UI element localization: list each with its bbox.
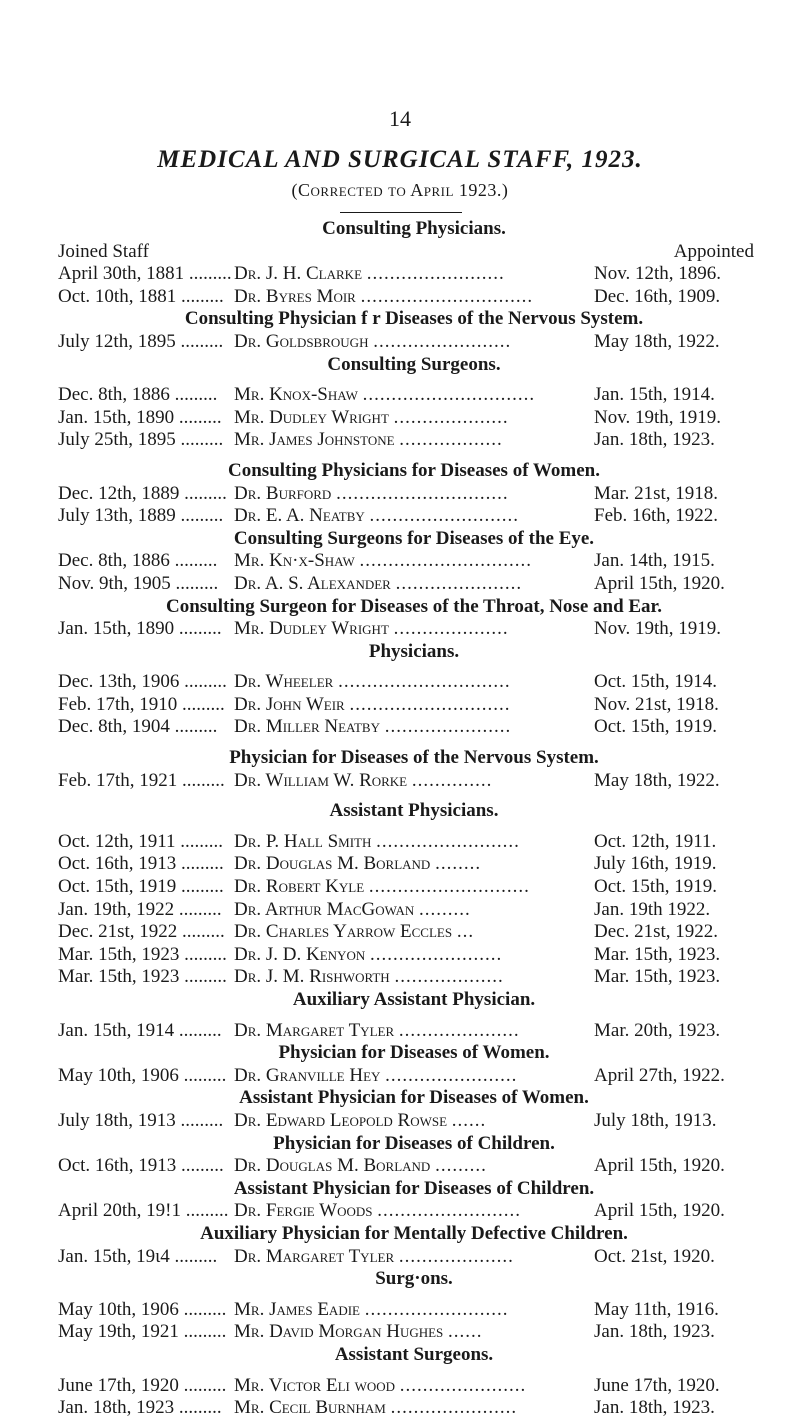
leader-dots: .........	[183, 1374, 227, 1396]
staff-name: Mr. Victor Eli wood	[234, 1374, 396, 1396]
appointed-date: April 15th, 1920.	[594, 1155, 725, 1177]
leader-dots: .........	[185, 1200, 229, 1222]
staff-name: Dr. A. S. Alexander	[234, 572, 391, 594]
joined-date: Jan. 15th, 1914	[58, 1019, 175, 1041]
staff-name: Dr. Douglas M. Borland	[234, 1155, 431, 1177]
staff-row	[58, 1375, 770, 1398]
staff-row	[58, 921, 770, 944]
appointed-date: Nov. 21st, 1918.	[594, 693, 719, 715]
section-heading: Auxiliary Assistant Physician.	[292, 989, 536, 1010]
leader-dots: .........	[183, 1298, 227, 1320]
page-number: 14	[389, 106, 411, 131]
appointed-date: Mar. 15th, 1923.	[594, 966, 721, 988]
appointed-date: Nov. 19th, 1919.	[594, 618, 722, 640]
joined-date: May 10th, 1906	[58, 1298, 179, 1320]
staff-name: Dr. Miller Neatby	[234, 716, 380, 738]
appointed-date: Jan. 19th 1922.	[594, 898, 711, 920]
staff-row	[58, 429, 770, 452]
section-heading: Consulting Physicians for Diseases of Women.	[228, 459, 600, 481]
leader-dots: ......	[451, 1109, 487, 1131]
staff-name: Mr. David Morgan Hughes	[234, 1321, 444, 1343]
leader-dots: .........	[435, 1155, 487, 1177]
staff-name: Dr. Charles Yarrow Eccles	[234, 921, 453, 943]
leader-dots: ........................	[366, 263, 505, 285]
page-title: MEDICAL AND SURGICAL STAFF, 1923.	[157, 146, 643, 173]
joined-date: Oct. 15th, 1919	[58, 876, 177, 898]
joined-date: May 10th, 1906	[58, 1064, 179, 1086]
leader-dots: .........	[184, 943, 227, 965]
leader-dots: .........	[182, 921, 225, 943]
staff-name: Dr. J. H. Clarke	[234, 263, 363, 285]
staff-row	[58, 505, 770, 528]
staff-name: Mr. James Eadie	[234, 1298, 360, 1320]
leader-dots: ........	[435, 853, 482, 875]
leader-dots: .........	[175, 572, 219, 594]
staff-name: Dr. Margaret Tyler	[234, 1019, 395, 1041]
leader-dots: .........	[184, 482, 227, 504]
leader-dots: .........	[174, 550, 218, 572]
joined-staff-header: Joined Staff	[58, 240, 149, 262]
staff-name: Dr. Burford	[234, 482, 332, 504]
staff-row	[58, 1065, 770, 1088]
appointed-date: Nov. 12th, 1896.	[594, 263, 722, 285]
joined-date: Dec. 13th, 1906	[58, 671, 180, 693]
staff-row	[58, 1020, 770, 1043]
leader-dots: .........	[180, 1155, 224, 1177]
staff-list	[58, 218, 770, 1420]
joined-date: Dec. 8th, 1886	[58, 550, 170, 572]
joined-date: Feb. 17th, 1910	[58, 693, 178, 715]
leader-dots: .........	[183, 1064, 227, 1086]
leader-dots: .......................	[369, 943, 503, 965]
leader-dots: .........	[188, 263, 232, 285]
staff-row	[58, 770, 770, 793]
joined-date: Mar. 15th, 1923	[58, 943, 180, 965]
section-heading: Physicians.	[368, 640, 460, 662]
leader-dots: .........	[180, 876, 224, 898]
section-heading: Consulting Physician f r Diseases of the Nervous System.	[184, 308, 644, 330]
appointed-date: Jan. 18th, 1923.	[594, 429, 715, 451]
leader-dots: .........	[174, 1245, 218, 1267]
leader-dots: ..............................	[359, 550, 533, 572]
leader-dots: .........	[180, 285, 224, 307]
appointed-date: Dec. 21st, 1922.	[594, 921, 719, 943]
leader-dots: .........................	[364, 1298, 509, 1320]
title-rule	[340, 212, 462, 213]
staff-name: Dr. P. Hall Smith	[234, 830, 372, 852]
section-heading: Consulting Surgeons for Diseases of the Eye.	[233, 527, 595, 549]
leader-dots: .........	[180, 429, 224, 451]
leader-dots: .....................	[398, 1019, 520, 1041]
leader-dots: .........	[183, 1321, 227, 1343]
appointed-date: Jan. 18th, 1923.	[594, 1321, 715, 1343]
appointed-date: Mar. 20th, 1923.	[594, 1019, 721, 1041]
staff-name: Dr. William W. Rorke	[234, 769, 408, 791]
appointed-date: Oct. 12th, 1911.	[594, 830, 717, 852]
leader-dots: .........	[178, 1019, 222, 1041]
staff-name: Dr. Arthur MacGowan	[234, 898, 415, 920]
joined-date: Oct. 16th, 1913	[58, 853, 177, 875]
appointed-header: Appointed	[673, 240, 754, 262]
leader-dots: .........	[174, 716, 218, 738]
appointed-date: July 18th, 1913.	[594, 1109, 717, 1131]
staff-name: Dr. Granville Hey	[234, 1064, 381, 1086]
staff-row	[58, 286, 770, 309]
section-heading: Consulting Surgeons.	[327, 353, 501, 375]
staff-row	[58, 899, 770, 922]
staff-name: Dr. Edward Leopold Rowse	[234, 1109, 448, 1131]
section-heading: Surg·ons.	[375, 1268, 453, 1290]
section-heading: Assistant Physicians.	[329, 800, 499, 822]
joined-date: Dec. 8th, 1904	[58, 716, 170, 738]
staff-row	[58, 407, 770, 430]
leader-dots: .........	[182, 769, 225, 791]
staff-row	[58, 573, 770, 596]
joined-date: July 13th, 1889	[58, 505, 176, 527]
appointed-date: Oct. 15th, 1919.	[594, 876, 717, 898]
staff-name: Dr. J. D. Kenyon	[234, 943, 366, 965]
appointed-date: May 18th, 1922.	[594, 769, 720, 791]
joined-date: Jan. 19th, 1922	[58, 898, 175, 920]
joined-date: Jan. 15th, 1890	[58, 406, 175, 428]
staff-name: Dr. Fergie Woods	[234, 1200, 373, 1222]
staff-row	[58, 263, 770, 286]
appointed-date: May 11th, 1916.	[594, 1298, 719, 1320]
staff-row	[58, 550, 770, 573]
leader-dots: ..................	[399, 429, 503, 451]
joined-date: Dec. 8th, 1886	[58, 384, 170, 406]
appointed-date: May 18th, 1922.	[594, 330, 720, 352]
staff-row	[58, 1397, 770, 1420]
leader-dots: ..........................	[369, 505, 520, 527]
leader-dots: ............................	[368, 876, 530, 898]
appointed-date: Mar. 15th, 1923.	[594, 943, 721, 965]
leader-dots: .........	[180, 505, 224, 527]
section-heading: Physician for Diseases of Women.	[278, 1042, 550, 1064]
appointed-date: Oct. 21st, 1920.	[594, 1245, 715, 1267]
section-heading: Physician for Diseases of Children.	[273, 1132, 555, 1154]
section-heading: Assistant Physician for Diseases of Women.	[239, 1087, 589, 1109]
leader-dots: .........	[180, 853, 224, 875]
section-heading: Assistant Physician for Diseases of Children.	[233, 1177, 595, 1199]
leader-dots: ..............................	[360, 285, 534, 307]
leader-dots: ......................	[384, 716, 512, 738]
appointed-date: Jan. 18th, 1923.	[594, 1397, 715, 1419]
leader-dots: .........	[178, 618, 222, 640]
leader-dots: ....................	[393, 618, 509, 640]
appointed-date: Mar. 21st, 1918.	[594, 482, 719, 504]
joined-date: June 17th, 1920	[58, 1374, 179, 1396]
leader-dots: .......................	[385, 1064, 518, 1086]
appointed-date: Nov. 19th, 1919.	[594, 406, 722, 428]
leader-dots: .........	[184, 966, 227, 988]
section-heading: Consulting Physicians.	[322, 218, 506, 239]
staff-row	[58, 1200, 770, 1223]
leader-dots: ....................	[398, 1245, 514, 1267]
staff-row	[58, 966, 770, 989]
staff-name: Dr. E. A. Neatby	[234, 505, 365, 527]
joined-date: May 19th, 1921	[58, 1321, 179, 1343]
leader-dots: .........	[178, 1397, 222, 1419]
staff-row	[58, 384, 770, 407]
section-heading: Auxiliary Physician for Mentally Defective Children.	[200, 1222, 628, 1244]
staff-row	[58, 483, 770, 506]
leader-dots: .........	[174, 384, 218, 406]
staff-row	[58, 1321, 770, 1344]
staff-name: Dr. Goldsbrough	[234, 330, 369, 352]
appointed-date: Oct. 15th, 1914.	[594, 671, 717, 693]
joined-date: Mar. 15th, 1923	[58, 966, 180, 988]
joined-date: Oct. 10th, 1881	[58, 285, 177, 307]
column-header-row	[58, 241, 770, 264]
staff-row	[58, 876, 770, 899]
joined-date: April 20th, 19!1	[58, 1200, 181, 1222]
appointed-date: Dec. 16th, 1909.	[594, 285, 721, 307]
leader-dots: .........................	[377, 1200, 521, 1222]
page-subtitle: (Corrected to April 1923.)	[291, 180, 509, 200]
joined-date: July 18th, 1913	[58, 1109, 176, 1131]
staff-row	[58, 694, 770, 717]
leader-dots: ..............................	[336, 482, 509, 504]
staff-row	[58, 853, 770, 876]
staff-row	[58, 1299, 770, 1322]
joined-date: Jan. 15th, 19ι4	[58, 1245, 170, 1267]
staff-name: Mr. Kn·x-Shaw	[234, 550, 355, 572]
leader-dots: .........	[419, 898, 471, 920]
leader-dots: .........	[182, 693, 225, 715]
staff-name: Dr. John Weir	[234, 693, 345, 715]
leader-dots: .........	[178, 898, 222, 920]
staff-row	[58, 944, 770, 967]
staff-row	[58, 716, 770, 739]
appointed-date: July 16th, 1919.	[594, 853, 717, 875]
staff-name: Mr. Knox-Shaw	[234, 384, 358, 406]
staff-row	[58, 1155, 770, 1178]
staff-name: Mr. Dudley Wright	[234, 406, 389, 428]
leader-dots: ......	[448, 1321, 483, 1343]
leader-dots: ............................	[349, 693, 511, 715]
staff-row	[58, 671, 770, 694]
leader-dots: ...................	[394, 966, 504, 988]
leader-dots: .........	[178, 406, 222, 428]
leader-dots: .........	[180, 830, 224, 852]
staff-name: Dr. J. M. Rishworth	[234, 966, 390, 988]
appointed-date: Feb. 16th, 1922.	[594, 505, 719, 527]
staff-name: Dr. Wheeler	[234, 671, 334, 693]
joined-date: July 12th, 1895	[58, 330, 176, 352]
section-heading: Assistant Surgeons.	[334, 1343, 494, 1365]
staff-name: Dr. Robert Kyle	[234, 876, 365, 898]
leader-dots: .........	[180, 330, 224, 352]
joined-date: Jan. 15th, 1890	[58, 618, 175, 640]
appointed-date: Jan. 15th, 1914.	[594, 384, 715, 406]
leader-dots: ......................	[399, 1374, 527, 1396]
joined-date: Dec. 12th, 1889	[58, 482, 180, 504]
leader-dots: .........	[184, 671, 227, 693]
leader-dots: .........	[180, 1109, 224, 1131]
joined-date: Nov. 9th, 1905	[58, 572, 171, 594]
staff-row	[58, 331, 770, 354]
appointed-date: Oct. 15th, 1919.	[594, 716, 717, 738]
staff-name: Mr. Cecil Burnham	[234, 1397, 386, 1419]
joined-date: Feb. 17th, 1921	[58, 769, 178, 791]
appointed-date: June 17th, 1920.	[594, 1374, 720, 1396]
staff-name: Dr. Byres Moir	[234, 285, 356, 307]
staff-row	[58, 618, 770, 641]
staff-row	[58, 1110, 770, 1133]
leader-dots: ......................	[395, 572, 523, 594]
joined-date: July 25th, 1895	[58, 429, 176, 451]
appointed-date: April 27th, 1922.	[594, 1064, 725, 1086]
leader-dots: ....................	[393, 406, 509, 428]
leader-dots: ..............................	[338, 671, 511, 693]
section-heading: Physician for Diseases of the Nervous System.	[229, 747, 599, 769]
staff-name: Mr. James Johnstone	[234, 429, 395, 451]
staff-row	[58, 1246, 770, 1269]
leader-dots: ......................	[390, 1397, 518, 1419]
appointed-date: April 15th, 1920.	[594, 572, 725, 594]
joined-date: Oct. 16th, 1913	[58, 1155, 177, 1177]
staff-row	[58, 831, 770, 854]
joined-date: Oct. 12th, 1911	[58, 830, 176, 852]
leader-dots: ........................	[373, 330, 512, 352]
leader-dots: ..............................	[362, 384, 536, 406]
staff-name: Dr. Margaret Tyler	[234, 1245, 395, 1267]
leader-dots: ...	[456, 921, 475, 943]
appointed-date: Jan. 14th, 1915.	[594, 550, 715, 572]
staff-name: Mr. Dudley Wright	[234, 618, 389, 640]
leader-dots: ..............	[411, 769, 493, 791]
joined-date: Dec. 21st, 1922	[58, 921, 178, 943]
section-heading: Consulting Surgeon for Diseases of the Throat, Nose and Ear.	[166, 595, 662, 617]
appointed-date: April 15th, 1920.	[594, 1200, 725, 1222]
leader-dots: .........................	[376, 830, 520, 852]
joined-date: April 30th, 1881	[58, 263, 185, 285]
joined-date: Jan. 18th, 1923	[58, 1397, 175, 1419]
staff-name: Dr. Douglas M. Borland	[234, 853, 431, 875]
